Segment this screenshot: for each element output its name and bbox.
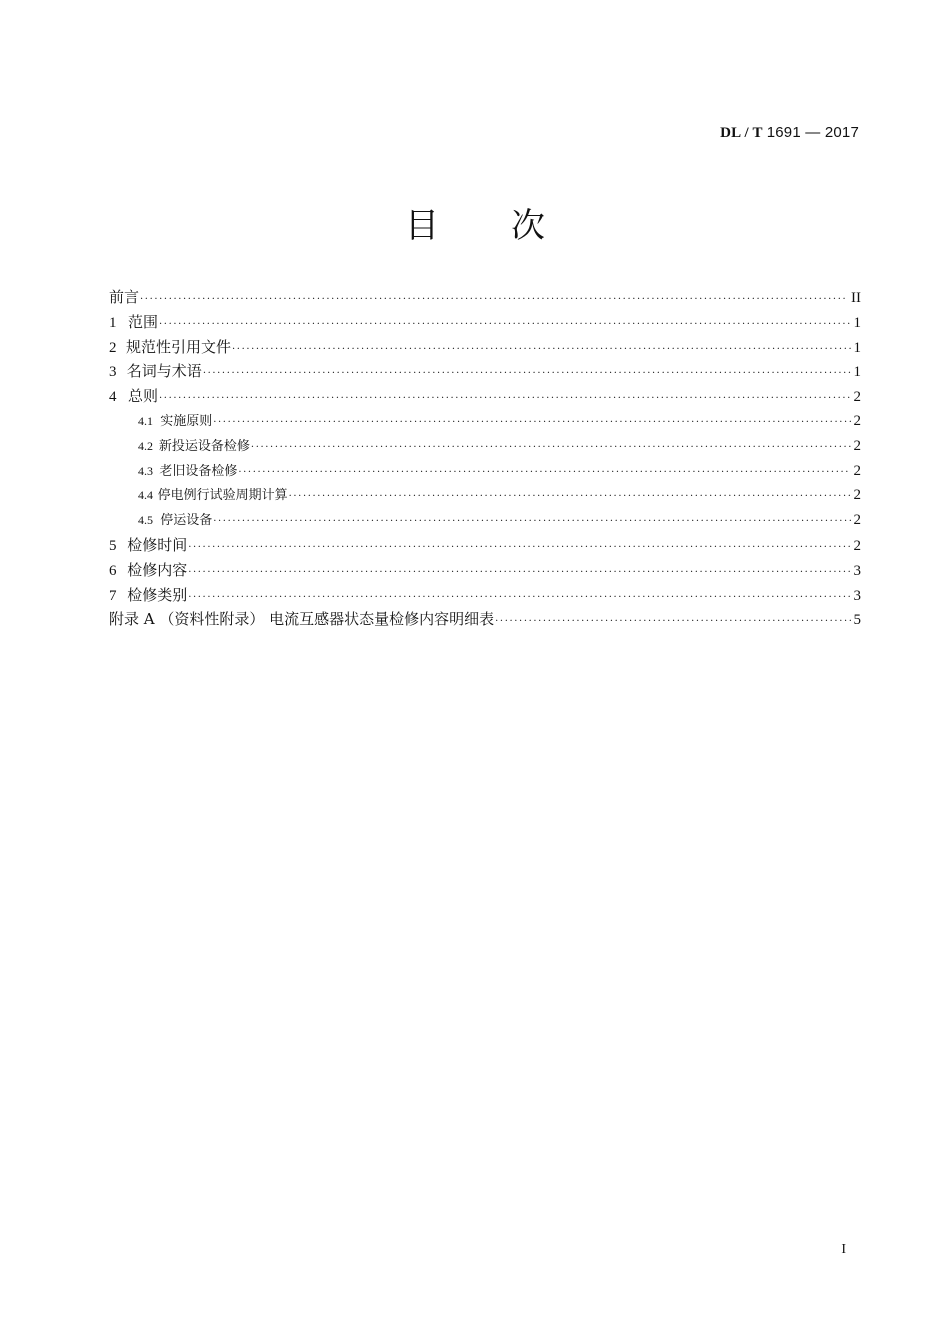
toc-entry-page: 2 (853, 389, 861, 406)
toc-entry-number: 5 (109, 537, 117, 554)
toc-entry-title: 检修内容 (127, 560, 188, 579)
standard-code-number: 1691 — 2017 (766, 124, 859, 141)
toc-entry-4-4[interactable] (109, 483, 861, 508)
toc-entry-page: 2 (853, 512, 861, 529)
toc-entry-1[interactable] (109, 310, 861, 335)
toc-entry-title: 停电例行试验周期计算 (157, 488, 288, 504)
toc-entry-4-5[interactable] (109, 508, 861, 533)
toc-entry-page: 5 (853, 612, 861, 629)
toc-leader-dots (213, 411, 850, 436)
toc-entry-6[interactable] (109, 558, 861, 583)
toc-entry-page: 1 (853, 364, 861, 381)
toc-entry-title: 规范性引用文件 (126, 337, 232, 356)
toc-leader-dots (213, 510, 850, 535)
toc-entry-title: 附录 A （资料性附录） 电流互感器状态量检修内容明细表 (109, 610, 495, 629)
standard-code-prefix: DL / T (720, 125, 763, 141)
toc-entry-title: 名词与术语 (126, 362, 202, 381)
toc-entry-3[interactable] (109, 359, 861, 384)
toc-entry-4-3[interactable] (109, 459, 861, 484)
toc-leader-dots (188, 536, 850, 561)
page-title (0, 198, 950, 247)
toc-entry-title: 检修时间 (127, 535, 188, 554)
toc-entry-page: 2 (853, 462, 861, 479)
toc-entry-5[interactable] (109, 533, 861, 558)
toc-leader-dots (203, 362, 851, 387)
toc-entry-7[interactable] (109, 583, 861, 608)
toc-entry-2[interactable] (109, 335, 861, 360)
page-number: I (841, 1242, 846, 1257)
toc-leader-dots (495, 610, 850, 635)
table-of-contents (109, 285, 861, 632)
toc-entry-title: 新投运设备检修 (158, 438, 250, 454)
standard-code (720, 124, 859, 142)
toc-leader-dots (140, 288, 848, 313)
toc-entry-number: 1 (109, 314, 117, 331)
toc-leader-dots (159, 387, 850, 412)
toc-entry-number: 4.2 (138, 438, 153, 453)
toc-entry-page: II (851, 290, 861, 306)
page-title-char-2: 次 (511, 206, 545, 246)
toc-entry-number: 2 (109, 339, 117, 356)
toc-entry-number: 4.5 (138, 513, 153, 528)
toc-leader-dots (188, 561, 850, 586)
toc-entry-number: 4 (109, 389, 117, 406)
toc-entry-number: 7 (109, 587, 117, 604)
toc-entry-title: 实施原则 (160, 413, 213, 429)
toc-entry-foreword[interactable] (109, 285, 861, 310)
toc-entry-page: 3 (853, 587, 861, 604)
toc-entry-title: 前言 (109, 288, 140, 306)
toc-leader-dots (238, 461, 850, 486)
toc-leader-dots (289, 485, 851, 510)
toc-leader-dots (251, 436, 851, 461)
toc-entry-page: 1 (853, 339, 861, 356)
toc-entry-title: 检修类别 (127, 585, 188, 604)
toc-entry-title: 范围 (128, 312, 159, 331)
toc-entry-number: 3 (109, 364, 117, 381)
toc-leader-dots (159, 313, 850, 338)
toc-entry-number: 6 (109, 562, 117, 579)
toc-entry-4-2[interactable] (109, 434, 861, 459)
toc-leader-dots (232, 338, 850, 363)
toc-entry-appendix-a[interactable] (109, 607, 861, 632)
toc-entry-number: 4.3 (138, 463, 153, 478)
toc-entry-number: 4.4 (138, 488, 153, 503)
toc-entry-4[interactable] (109, 384, 861, 409)
toc-entry-page: 2 (853, 437, 861, 454)
toc-entry-title: 总则 (128, 387, 159, 406)
toc-entry-page: 2 (853, 412, 861, 429)
toc-entry-page: 3 (853, 562, 861, 579)
toc-entry-page: 2 (853, 487, 861, 504)
toc-entry-page: 2 (853, 537, 861, 554)
toc-entry-title: 停运设备 (160, 513, 213, 529)
toc-entry-number: 4.1 (138, 413, 153, 428)
toc-entry-page: 1 (853, 314, 861, 331)
toc-entry-4-1[interactable] (109, 409, 861, 434)
page-title-char-1: 目 (405, 206, 439, 246)
toc-entry-title: 老旧设备检修 (159, 463, 238, 479)
